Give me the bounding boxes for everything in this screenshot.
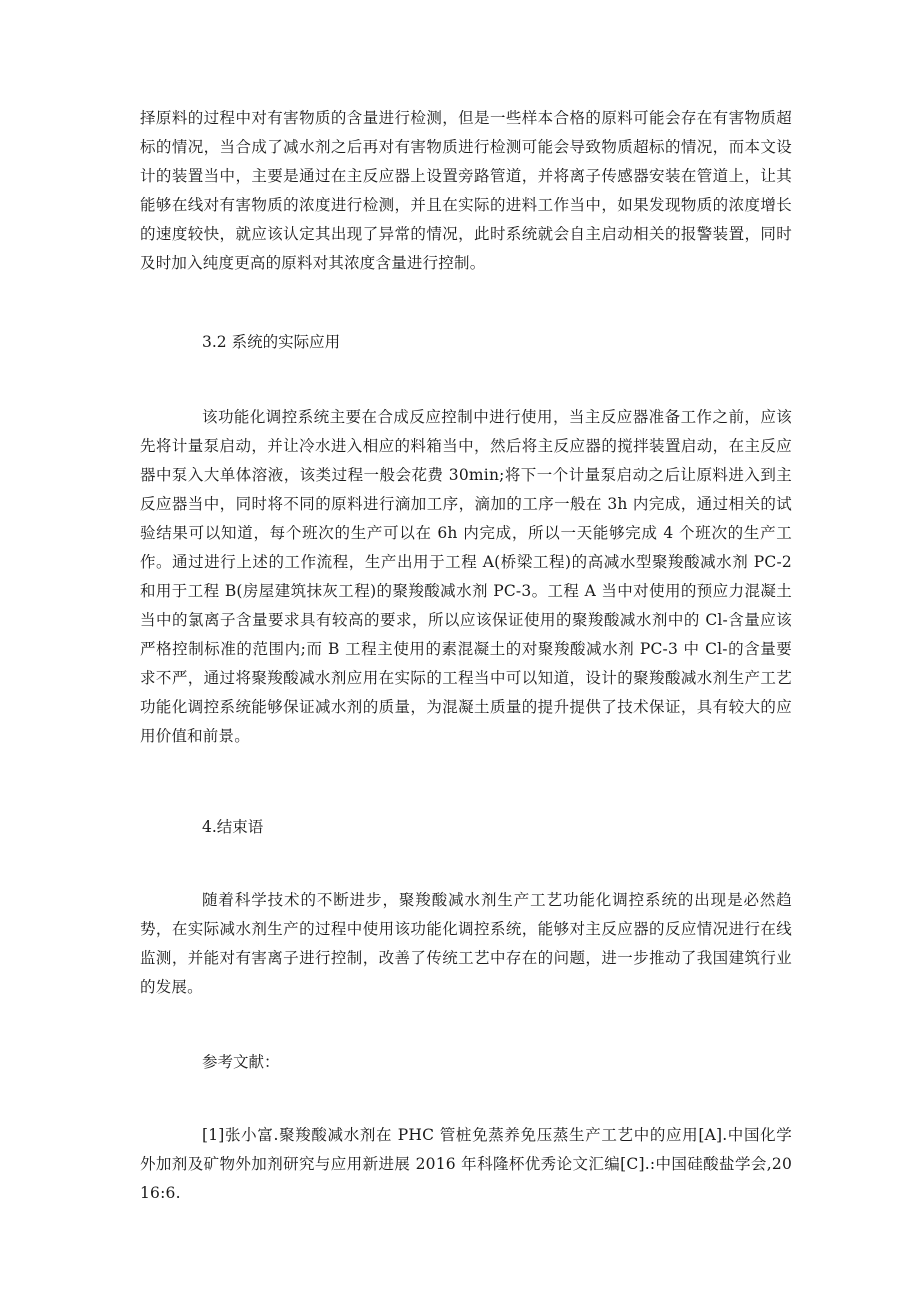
paragraph-continuation: 择原料的过程中对有害物质的含量进行检测，但是一些样本合格的原料可能会存在有害物质超标的情况，当合成了减水剂之后再对有害物质进行检测可能会导致物质超标的情况，而本文设计的装置当中，主要是通过在主反应器上设置旁路管道，并将离子传感器安装在管道上，让其能够在线对有害物质的浓度进行检测，并且在实际的进料工作当中，如果发现物质的浓度增长的速度较快，就应该认定其出现了异常的情况，此时系统就会自主启动相关的报警装置，同时及时加入纯度更高的原料对其浓度含量进行控制。 [140, 109, 792, 272]
reference-item: [1]张小富.聚羧酸减水剂在 PHC 管桩免蒸养免压蒸生产工艺中的应用[A].中国化学外加剂及矿物外加剂研究与应用新进展 2016 年科隆杯优秀论文汇编[C].:中国硅酸盐学会,2016:6. [140, 1126, 792, 1202]
references-heading: 参考文献： [202, 1053, 280, 1071]
document-page [140, 104, 792, 1208]
section-4-body: 随着科学技术的不断进步，聚羧酸减水剂生产工艺功能化调控系统的出现是必然趋势，在实际减水剂生产的过程中使用该功能化调控系统，能够对主反应器的反应情况进行在线监测，并能对有害离子进行控制，改善了传统工艺中存在的问题，进一步推动了我国建筑行业的发展。 [140, 891, 792, 996]
section-3-2-heading: 3.2 系统的实际应用 [202, 333, 341, 351]
section-4-heading: 4.结束语 [202, 818, 264, 836]
section-3-2-body: 该功能化调控系统主要在合成反应控制中进行使用，当主反应器准备工作之前，应该先将计量泵启动，并让冷水进入相应的料箱当中，然后将主反应器的搅拌装置启动，在主反应器中泵入大单体溶液，该类过程一般会花费 30min;将下一个计量泵启动之后让原料进入到主反应器当中，同时将不同的原料进行滴加工序，滴加的工序一般在 3h 内完成，通过相关的试验结果可以知道，每个班次的生产可以在 6h 内完成，所以一天能够完成 4 个班次的生产工作。通过进行上述的工作流程，生产出用于工程 A(桥梁工程)的高减水型聚羧酸减水剂 PC-2 和用于工程 B(房屋建筑抹灰工程)的聚羧酸减水剂 PC-3。工程 A 当中对使用的预应力混凝土当中的氯离子含量要求具有较高的要求，所以应该保证使用的聚羧酸减水剂中的 Cl-含量应该严格控制标准的范围内;而 B 工程主使用的素混凝土的对聚羧酸减水剂 PC-3 中 Cl-的含量要求不严，通过将聚羧酸减水剂应用在实际的工程当中可以知道，设计的聚羧酸减水剂生产工艺功能化调控系统能够保证减水剂的质量，为混凝土质量的提升提供了技术保证，具有较大的应用价值和前景。 [140, 408, 792, 745]
